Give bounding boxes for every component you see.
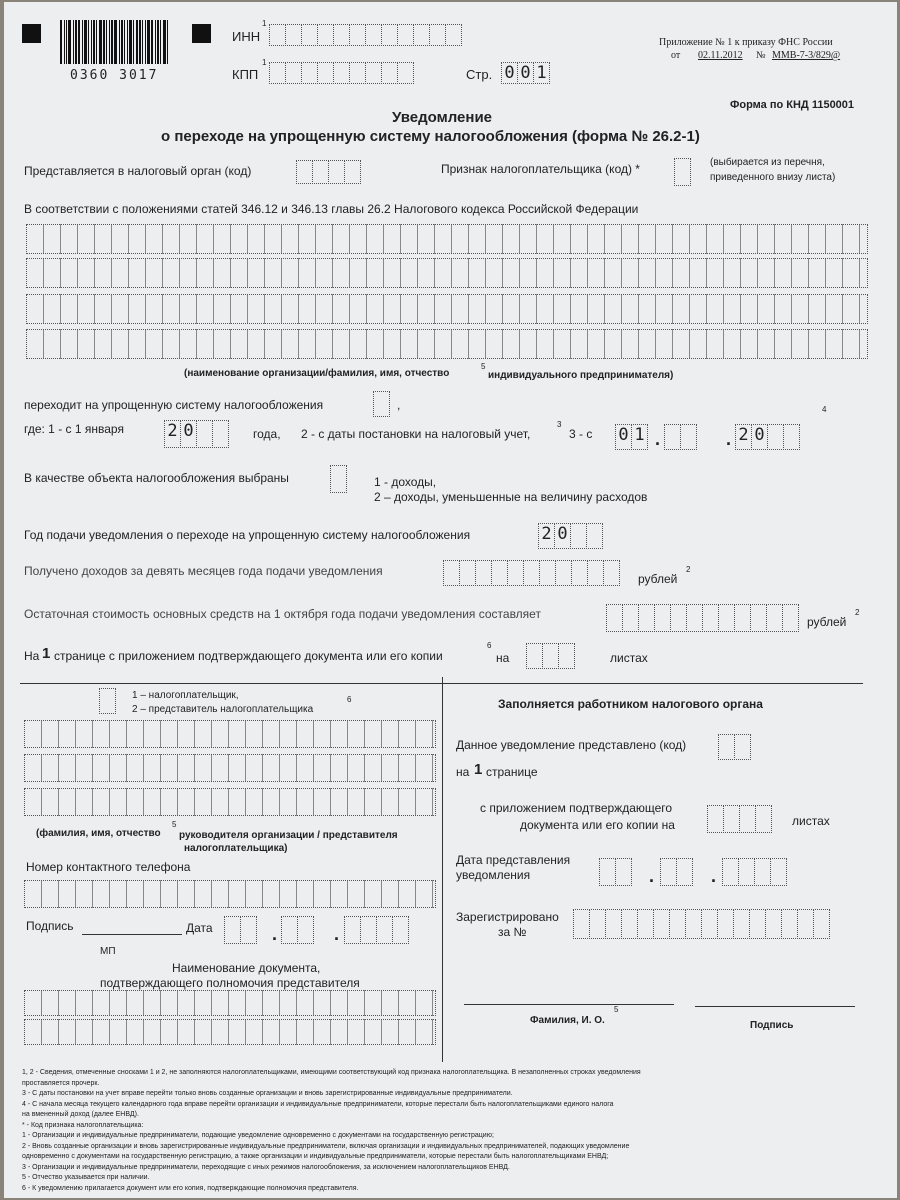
cell[interactable] bbox=[312, 160, 329, 184]
barcode-number: 0360 3017 bbox=[70, 68, 159, 83]
cell[interactable] bbox=[781, 909, 798, 939]
cell[interactable] bbox=[638, 604, 655, 632]
receipt-month-field[interactable] bbox=[660, 858, 692, 886]
cell[interactable] bbox=[622, 604, 639, 632]
cell[interactable] bbox=[317, 24, 334, 46]
authority-doc-line-1[interactable] bbox=[24, 990, 436, 1016]
signer-name-line-1[interactable] bbox=[24, 720, 436, 748]
cell[interactable]: 2 bbox=[164, 420, 181, 448]
cell[interactable] bbox=[674, 158, 691, 186]
signer-name-line-3[interactable] bbox=[24, 788, 436, 816]
cell[interactable] bbox=[605, 909, 622, 939]
cell[interactable] bbox=[734, 734, 751, 760]
sheets-count-field[interactable] bbox=[526, 643, 574, 669]
footnote-line: 1 - Организации и индивидуальные предприниматели, подающие уведомление одновременно с документами на государственную регистрацию; bbox=[22, 1132, 494, 1139]
cell[interactable]: 0 bbox=[751, 424, 768, 450]
cell[interactable] bbox=[770, 858, 787, 886]
cell[interactable] bbox=[445, 24, 462, 46]
basis-text: В соответствии с положениями статей 346.12 и 346.13 главы 26.2 Налогового кодекса Российской Федерации bbox=[24, 202, 639, 216]
cell[interactable] bbox=[296, 160, 313, 184]
cell[interactable] bbox=[755, 805, 772, 833]
cell[interactable] bbox=[397, 24, 414, 46]
cell[interactable] bbox=[429, 24, 446, 46]
cell[interactable]: 0 bbox=[517, 62, 534, 84]
cell[interactable] bbox=[739, 805, 756, 833]
cell[interactable] bbox=[281, 916, 298, 944]
cell[interactable] bbox=[285, 62, 302, 84]
notice-year-field[interactable] bbox=[538, 523, 602, 549]
cell[interactable] bbox=[349, 62, 366, 84]
footnote-line: 2 - Вновь созданные организации и вновь зарегистрированные индивидуальные предприниматели, включая организации и индивидуальных предпринимателей, подающих уведомление bbox=[22, 1142, 630, 1150]
taxpayer-sign-field[interactable] bbox=[674, 158, 690, 186]
page-title: Уведомление bbox=[392, 109, 493, 126]
cell[interactable] bbox=[507, 560, 524, 586]
cell[interactable] bbox=[301, 62, 318, 84]
appendix-line: Приложение № 1 к приказу ФНС России bbox=[659, 37, 833, 48]
cell[interactable] bbox=[317, 62, 334, 84]
footnote-line: 3 - Организации и индивидуальные предприниматели, переходящие с иных режимов налогообложения, за исключением налогоплательщиков ЕНВД. bbox=[22, 1163, 510, 1171]
cell[interactable] bbox=[333, 62, 350, 84]
tax-object-field[interactable] bbox=[330, 465, 346, 493]
cell[interactable] bbox=[526, 643, 543, 669]
page-label: Стр. bbox=[466, 67, 493, 82]
receipt-day-field[interactable] bbox=[599, 858, 631, 886]
cell[interactable] bbox=[542, 643, 559, 669]
corner-marker-left bbox=[22, 24, 41, 43]
footnote-line: на вмененный доход (далее ЕНВД). bbox=[22, 1111, 139, 1118]
cell[interactable] bbox=[571, 560, 588, 586]
cell[interactable] bbox=[330, 465, 347, 493]
footnote-line: 1, 2 - Сведения, отмеченные сносками 1 и 2, не заполняются налогоплательщиками, имеющими соответствующий код признака налогоплательщика. В незаполненных строках уведомления bbox=[22, 1069, 641, 1076]
cell[interactable] bbox=[413, 24, 430, 46]
inn-label: ИНН bbox=[232, 29, 261, 44]
cell[interactable] bbox=[459, 560, 476, 586]
cell[interactable] bbox=[360, 916, 377, 944]
cell[interactable] bbox=[558, 643, 575, 669]
signature-line[interactable] bbox=[82, 934, 182, 935]
cell[interactable] bbox=[718, 604, 735, 632]
cell[interactable] bbox=[269, 62, 286, 84]
cell[interactable] bbox=[587, 560, 604, 586]
cell[interactable] bbox=[365, 62, 382, 84]
page-number-field[interactable] bbox=[501, 62, 549, 84]
cell[interactable] bbox=[660, 858, 677, 886]
org-name-line-1[interactable] bbox=[26, 224, 868, 254]
cell[interactable] bbox=[680, 424, 697, 450]
footnote-line: * - Код признака налогоплательщика: bbox=[22, 1121, 144, 1129]
sign-month-field[interactable] bbox=[281, 916, 313, 944]
org-name-line-3[interactable] bbox=[26, 294, 868, 324]
cell[interactable] bbox=[702, 604, 719, 632]
cell[interactable] bbox=[637, 909, 654, 939]
cell[interactable] bbox=[797, 909, 814, 939]
cell[interactable]: 0 bbox=[615, 424, 632, 450]
cell[interactable] bbox=[523, 560, 540, 586]
cell[interactable] bbox=[586, 523, 603, 549]
cell[interactable] bbox=[297, 916, 314, 944]
cell[interactable] bbox=[365, 24, 382, 46]
cell[interactable] bbox=[670, 604, 687, 632]
footnotes bbox=[22, 1068, 882, 1194]
tax-authority-code-field[interactable] bbox=[296, 160, 360, 184]
cell[interactable] bbox=[573, 909, 590, 939]
cell[interactable] bbox=[196, 420, 213, 448]
cell[interactable] bbox=[381, 24, 398, 46]
sign-day-field[interactable] bbox=[224, 916, 256, 944]
cell[interactable] bbox=[717, 909, 734, 939]
phone-field[interactable] bbox=[24, 880, 436, 908]
officer-signature-line[interactable] bbox=[695, 1006, 855, 1007]
cell[interactable] bbox=[701, 909, 718, 939]
cell[interactable] bbox=[766, 604, 783, 632]
cell[interactable] bbox=[392, 916, 409, 944]
officer-name-line[interactable] bbox=[464, 1004, 674, 1005]
inn-field[interactable] bbox=[269, 24, 461, 46]
cell[interactable] bbox=[285, 24, 302, 46]
corner-marker-right bbox=[192, 24, 211, 43]
cell[interactable] bbox=[707, 805, 724, 833]
submitted-code-field[interactable] bbox=[718, 734, 750, 760]
cell[interactable] bbox=[685, 909, 702, 939]
cell[interactable] bbox=[653, 909, 670, 939]
signer-name-line-2[interactable] bbox=[24, 754, 436, 782]
income-field[interactable] bbox=[443, 560, 619, 586]
cell[interactable] bbox=[615, 858, 632, 886]
cell[interactable] bbox=[733, 909, 750, 939]
cell[interactable] bbox=[381, 62, 398, 84]
cell[interactable] bbox=[589, 909, 606, 939]
footnote-line: 4 - С начала месяца текущего календарного года вправе перейти организации и индивидуальные предприниматели, которые перестали быть налогоплательщиками единого налога bbox=[22, 1100, 614, 1108]
cell[interactable] bbox=[669, 909, 686, 939]
cell[interactable] bbox=[349, 24, 366, 46]
cell[interactable] bbox=[224, 916, 241, 944]
kpp-label: КПП bbox=[232, 67, 259, 82]
jan-year-field[interactable] bbox=[164, 420, 228, 448]
cell[interactable] bbox=[718, 734, 735, 760]
cell[interactable] bbox=[754, 858, 771, 886]
cell[interactable]: 2 bbox=[538, 523, 555, 549]
receipt-year-field[interactable] bbox=[722, 858, 786, 886]
cell[interactable] bbox=[212, 420, 229, 448]
cell[interactable] bbox=[240, 916, 257, 944]
cell[interactable] bbox=[491, 560, 508, 586]
org-name-line-2[interactable] bbox=[26, 258, 868, 288]
tax-officer-heading: Заполняется работником налогового органа bbox=[498, 697, 763, 711]
cell[interactable] bbox=[654, 604, 671, 632]
officer-sheets-field[interactable] bbox=[707, 805, 771, 833]
cell[interactable] bbox=[570, 523, 587, 549]
footnote-line: 6 - К уведомлению прилагается документ или его копия, подтверждающие полномочия представителя. bbox=[22, 1184, 359, 1192]
cell[interactable] bbox=[555, 560, 572, 586]
footnote-line: 3 - С даты постановки на учет вправе перейти только вновь созданные организации и вновь зарегистрированные индивидуальные предприниматели. bbox=[22, 1090, 513, 1097]
cell[interactable] bbox=[750, 604, 767, 632]
cell[interactable] bbox=[344, 916, 361, 944]
cell[interactable] bbox=[734, 604, 751, 632]
appendix-date: 02.11.2012 bbox=[698, 50, 743, 61]
date-day-field[interactable] bbox=[615, 424, 647, 450]
cell[interactable] bbox=[269, 24, 286, 46]
sign-year-field[interactable] bbox=[344, 916, 408, 944]
cell[interactable]: 1 bbox=[533, 62, 550, 84]
cell[interactable] bbox=[723, 805, 740, 833]
cell[interactable]: 0 bbox=[180, 420, 197, 448]
cell[interactable] bbox=[813, 909, 830, 939]
cell[interactable] bbox=[664, 424, 681, 450]
form-code: Форма по КНД 1150001 bbox=[730, 99, 855, 111]
footnote-line: одновременно с документами на государственную регистрацию, а также организации и индивидуальные предприниматели, которые перестали быть налогоплательщиками ЕНВД; bbox=[22, 1153, 609, 1160]
column-divider bbox=[442, 677, 443, 1062]
cell[interactable] bbox=[676, 858, 693, 886]
date-month-field[interactable] bbox=[664, 424, 696, 450]
appendix-number: ММВ-7-3/829@ bbox=[772, 50, 841, 61]
cell[interactable] bbox=[686, 604, 703, 632]
cell[interactable] bbox=[765, 909, 782, 939]
signer-type-field[interactable] bbox=[99, 688, 115, 714]
assets-field[interactable] bbox=[606, 604, 798, 632]
org-name-line-4[interactable] bbox=[26, 329, 868, 359]
stamp-place: МП bbox=[100, 946, 116, 957]
cell[interactable] bbox=[738, 858, 755, 886]
cell[interactable] bbox=[99, 688, 116, 714]
cell[interactable] bbox=[767, 424, 784, 450]
transition-option-field[interactable] bbox=[373, 391, 389, 417]
cell[interactable] bbox=[333, 24, 350, 46]
cell[interactable] bbox=[328, 160, 345, 184]
form-sheet: 0360 3017 ИНН 1 КПП 1 Стр. 0 0 1 Приложение № 1 к приказу ФНС России от 02.11.2012 № ММВ-7-3/829@ Форма по КНД 1150001 Уведомление о переходе на упрощенную систему налогообложения (форма № 26.2-1) Представляется в налоговый орган (код) Признак налогоплательщика (код) * (выбирается из перечня, приведенного внизу листа) В соответствии с положениями статей 346.12 и 346.13 главы 26.2 Налогового кодекса Российской Федерации (наименование организации/фамилия, имя, отчество 5 индивидуального предпринимателя) переходит на упрощенную систему налогообложения , где: 1 - с 1 января 2 0 года, 2 - с даты постановки на налоговый учет, 3 3 - с 0 1 . . 2 0 4 В качестве объекта налогообложения выбраны 1 - доходы, 2 – доходы, уменьшенные на величину расходов Год подачи уведомления о переходе на упрощенную систему налогообложения 2 0 Получено доходов за девять месяцев года подачи уведомления рублей 2 Остаточная стоимость основных средств на 1 октября года подачи уведомления составляет рублей 2 На 1 странице с приложением подтверждающего документа или его копии 6 на листах 1 – налогоплательщик, 2 – представитель налогоплательщика 6 (фамилия, имя, отчество 5 руководителя организации / представителя налогоплательщика) Номер контактного телефона Подпись Дата . . МП Наименование документа, подтверждающего полномочия представителя Заполняется работником налогового органа Данное уведомление представлено (код) на 1 странице с приложением подтверждающего документа или его копии на листах Дата представления уведомления . . Зарегистрировано за № Фамилия, И. О. 5 Подпись 1, 2 - Сведения, отмеченные сносками 1 и 2, не заполняются налогоплательщиками, имеющими соответствующий код признака налогоплательщика. В незаполненных строках уведомления проставляется прочерк. 3 - С даты постановки на учет вправе перейти только вновь созданные организации и вновь зарегистрированные индивидуальные предприниматели. 4 - С начала месяца текущего календарного года вправе перейти организации и индивидуальные предприниматели, которые перестали быть налогоплательщиками единого налога на вмененный доход (далее ЕНВД). * - Код признака налогоплательщика: 1 - Организации и индивидуальные предприниматели, подающие уведомление одновременно с документами на государственную регистрацию; 2 - Вновь созданные организации и вновь зарегистрированные индивидуальные предприниматели, включая организации и индивидуальных предпринимателей, подающих уведомление одновременно с документами на государственную регистрацию, а также организации и индивидуальные предприниматели, которые перестали быть налогоплательщиками ЕНВД; 3 - Организации и индивидуальные предприниматели, переходящие с иных режимов налогообложения, за исключением налогоплательщиков ЕНВД. 5 - Отчество указывается при наличии. 6 - К уведомлению прилагается документ или его копия, подтверждающие полномочия представителя. bbox=[4, 2, 897, 1198]
footnote-line: проставляется прочерк. bbox=[22, 1079, 100, 1087]
cell[interactable] bbox=[782, 604, 799, 632]
cell[interactable] bbox=[376, 916, 393, 944]
page-subtitle: о переходе на упрощенную систему налогообложения (форма № 26.2-1) bbox=[161, 128, 700, 145]
cell[interactable] bbox=[397, 62, 414, 84]
cell[interactable] bbox=[722, 858, 739, 886]
footnote-line: 5 - Отчество указывается при наличии. bbox=[22, 1174, 150, 1181]
cell[interactable]: 0 bbox=[554, 523, 571, 549]
cell[interactable] bbox=[621, 909, 638, 939]
cell[interactable] bbox=[373, 391, 390, 417]
cell[interactable]: 2 bbox=[735, 424, 752, 450]
cell[interactable]: 1 bbox=[631, 424, 648, 450]
cell[interactable]: 0 bbox=[501, 62, 518, 84]
cell[interactable] bbox=[606, 604, 623, 632]
barcode-icon bbox=[60, 20, 169, 64]
cell[interactable] bbox=[443, 560, 460, 586]
registration-number-field[interactable] bbox=[573, 909, 829, 939]
cell[interactable] bbox=[599, 858, 616, 886]
cell[interactable] bbox=[539, 560, 556, 586]
date-year-field[interactable] bbox=[735, 424, 799, 450]
cell[interactable] bbox=[603, 560, 620, 586]
cell[interactable] bbox=[749, 909, 766, 939]
kpp-field[interactable] bbox=[269, 62, 413, 84]
authority-doc-line-2[interactable] bbox=[24, 1019, 436, 1045]
cell[interactable] bbox=[301, 24, 318, 46]
cell[interactable] bbox=[475, 560, 492, 586]
cell[interactable] bbox=[344, 160, 361, 184]
cell[interactable] bbox=[783, 424, 800, 450]
